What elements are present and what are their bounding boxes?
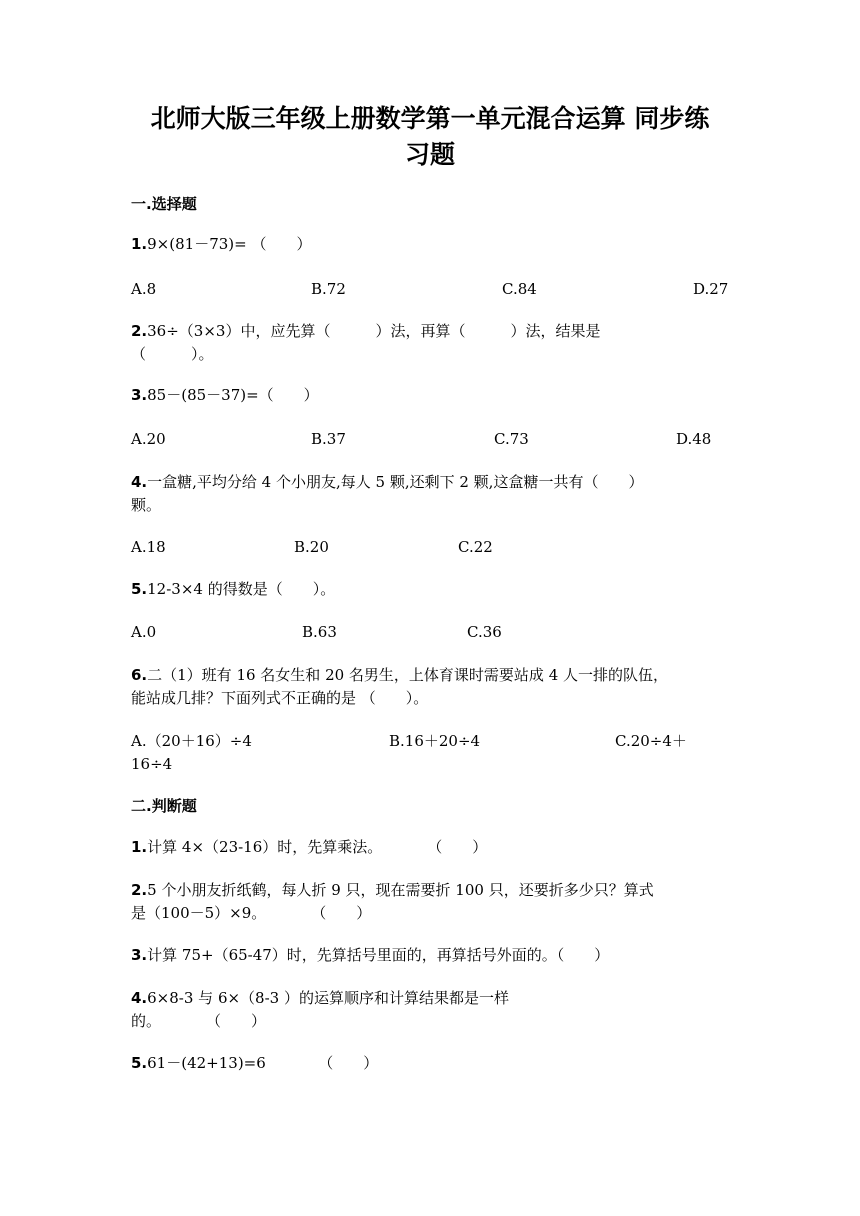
question-number: 3. — [131, 946, 148, 964]
question-judge-3 — [131, 944, 731, 967]
page-title — [100, 101, 760, 173]
option-b: B.16＋20÷4 — [389, 732, 481, 750]
option-c: C.20÷4＋ — [615, 732, 687, 750]
question-choice-4 — [131, 471, 731, 517]
question-number: 5. — [131, 1054, 148, 1072]
option-b: B.63 — [302, 623, 337, 641]
question-judge-1 — [131, 836, 731, 859]
question-choice-5 — [131, 578, 731, 601]
question-number: 1. — [131, 838, 148, 856]
question-number: 3. — [131, 386, 148, 404]
option-b: B.20 — [294, 538, 329, 556]
question-number: 6. — [131, 666, 148, 684]
question-choice-3 — [131, 384, 731, 407]
question-choice-2 — [131, 320, 731, 366]
question-number: 4. — [131, 473, 148, 491]
section-heading-judge: 二.判断题 — [131, 797, 197, 815]
option-a: A.18 — [131, 538, 166, 556]
option-d: D.48 — [676, 430, 712, 448]
question-text: 9×(81－73)= （ ） — [147, 235, 312, 253]
option-d: D.27 — [693, 280, 729, 298]
option-b: B.37 — [311, 430, 346, 448]
option-b: B.72 — [311, 280, 346, 298]
question-choice-1 — [131, 233, 731, 256]
question-text: 6×8-3 与 6×（8-3 ）的运算顺序和计算结果都是一样 的。 （ ） — [131, 989, 509, 1030]
question-text: 5 个小朋友折纸鹤，每人折 9 只，现在需要折 100 只，还要折多少只？算式 是（100－5）×9。 （ ） — [131, 881, 654, 922]
question-text: 计算 75+（65-47）时，先算括号里面的，再算括号外面的。（ ） — [147, 946, 610, 964]
question-judge-4 — [131, 987, 731, 1033]
question-text: 计算 4×（23-16）时，先算乘法。 （ ） — [147, 838, 488, 856]
question-number: 1. — [131, 235, 148, 253]
option-a: A.0 — [131, 623, 157, 641]
question-text: 36÷（3×3）中，应先算（ ）法，再算（ ）法，结果是 （ ）。 — [131, 322, 601, 363]
option-c: C.22 — [458, 538, 493, 556]
question-text: 一盒糖,平均分给 4 个小朋友,每人 5 颗,还剩下 2 颗,这盒糖一共有（ ） 颗。 — [131, 473, 644, 514]
option-c: C.73 — [494, 430, 529, 448]
page-title-line-1: 北师大版三年级上册数学第一单元混合运算 同步练 — [150, 104, 710, 133]
question-number: 4. — [131, 989, 148, 1007]
question-text: 61－(42+13)=6 （ ） — [147, 1054, 379, 1072]
question-number: 2. — [131, 881, 148, 899]
option-c-continued: 16÷4 — [131, 755, 173, 773]
question-judge-2 — [131, 879, 731, 925]
question-text: 85－(85－37)=（ ） — [147, 386, 319, 404]
option-a: A.20 — [131, 430, 166, 448]
question-choice-6 — [131, 664, 731, 710]
option-c: C.36 — [467, 623, 502, 641]
page-title-line-2: 习题 — [404, 140, 455, 169]
option-a: A.8 — [131, 280, 157, 298]
section-heading-choice: 一.选择题 — [131, 195, 197, 213]
question-judge-5 — [131, 1052, 731, 1075]
option-a: A.（20＋16）÷4 — [131, 732, 252, 750]
option-c: C.84 — [502, 280, 537, 298]
question-number: 5. — [131, 580, 148, 598]
question-text: 12-3×4 的得数是（ ）。 — [147, 580, 336, 598]
question-text: 二（1）班有 16 名女生和 20 名男生，上体育课时需要站成 4 人一排的队伍， 能站成几排？下面列式不正确的是 （ ）。 — [131, 666, 669, 707]
question-number: 2. — [131, 322, 148, 340]
